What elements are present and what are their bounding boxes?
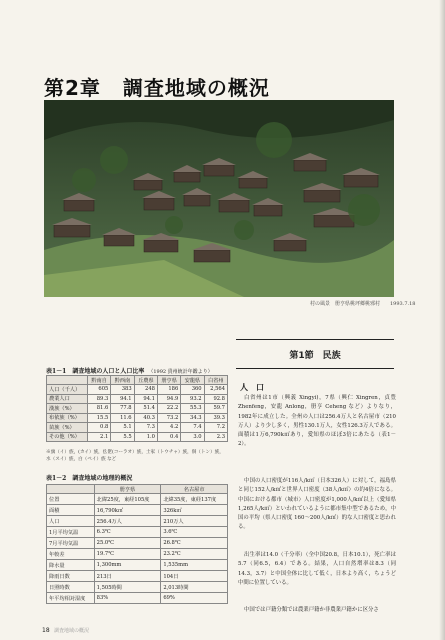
table-cell: 39.3 [204,413,227,423]
table-row [47,404,228,414]
chapter-number: 第2章 [44,76,101,100]
table-cell: 2.3 [204,432,227,442]
table-cell: 16,790k㎡ [94,505,161,516]
population-table [46,375,228,442]
table-cell: 1,535mm [161,560,228,571]
table-cell: 73.2 [157,413,180,423]
table-header-cell: 黔南自 [87,376,110,385]
table-cell: 7.2 [204,423,227,433]
table-cell: 0.4 [157,432,180,442]
table-cell: 2.1 [87,432,110,442]
table-cell: 2,564 [204,385,227,395]
row-label: 面積 [47,505,95,516]
table-cell: 89.3 [87,394,110,404]
table-cell: 81.6 [87,404,110,414]
page-number: 18 [42,627,50,634]
village-photo [44,100,394,297]
table-cell: 248 [134,385,157,395]
table-cell: 北緯25度，東経105度 [94,494,161,505]
row-label: 1月平均気温 [47,527,95,538]
table-cell: 210万人 [161,516,228,527]
table-row [47,385,228,395]
chapter-title: 調査地域の概況 [122,76,270,100]
table-header-cell [47,485,95,494]
table-cell: 0.8 [87,423,110,433]
table-cell: 55.3 [181,404,204,414]
table-cell: 383 [111,385,134,395]
row-label: 位置 [47,494,95,505]
table-cell: 7.3 [134,423,157,433]
table-cell: 11.6 [111,413,134,423]
table-cell: 605 [87,385,110,395]
table1-title-text: 表1－1 調査地域の人口と人口比率 [46,368,145,375]
table-row [47,582,228,593]
table-cell: 34.3 [181,413,204,423]
table-row [47,394,228,404]
table-cell: 93.2 [181,394,204,404]
table-cell: 7.4 [181,423,204,433]
table-cell: 5.5 [111,432,134,442]
row-label: 年較差 [47,549,95,560]
table-cell: 23.2℃ [161,549,228,560]
table-cell: 4.2 [157,423,180,433]
paragraph: 出生率は14.0（千分率）（全中国20.8，日本10.1），死亡率は5.7（同6.5，6.4）である。結果，人口自然増率は8.3（同14.3，3.7）と中国全体に比して低く，日本より高く，ちょうど中間に位置している。 [238,552,396,586]
table-cell: 83% [94,593,161,604]
page-edge-shadow [439,0,445,640]
table-cell: 1,505時間 [94,582,161,593]
row-label: 苗族（%） [47,423,88,433]
row-label: 農業人口 [47,394,88,404]
row-label: 年平均相対湿度 [47,593,95,604]
table-cell: 6.3℃ [94,527,161,538]
table-cell: 2,013時間 [161,582,228,593]
table-cell: 1.0 [134,432,157,442]
table-cell: 104日 [161,571,228,582]
table-row [47,413,228,423]
table-row [47,527,228,538]
table-header-cell [47,376,88,385]
table1-footnote: ※旗（イ）族，(カイ）族，仫佬(コーラオ）族，土家（トウチャ）族，侗（トン）族，水（スイ）族，白（ペイ）族 など [46,450,224,462]
table-cell: 213日 [94,571,161,582]
table-row [47,432,228,442]
running-head: 調査地域の概況 [54,628,90,634]
table-header-cell: 黔西南 [111,376,134,385]
table-header-cell: 安龍県 [181,376,204,385]
table-cell: 15.5 [87,413,110,423]
table-cell: 94.9 [157,394,180,404]
table-cell: 360 [181,385,204,395]
table-cell: 26.8℃ [161,538,228,549]
table-cell: 94.1 [111,394,134,404]
table-header-row [47,376,228,385]
table-cell: 40.3 [134,413,157,423]
table-cell: 22.2 [157,404,180,414]
table-header-cell: 丘農県 [134,376,157,385]
table-cell: 3.0 [181,432,204,442]
row-label: 降雨日数 [47,571,95,582]
row-label: 降水量 [47,560,95,571]
table-row [47,516,228,527]
table-header-row [47,485,228,494]
table2-title: 表1－2 調査地域の地理的概況 [46,475,133,482]
table-cell: 19.7℃ [94,549,161,560]
subheading-population: 人 口 [240,383,264,392]
paragraph: 白省州は1市（興義 Xingyi)，7県（興仁 Xingren，貞豊 Zhenfeng，安龍 Anlong，册亨 Ceheng など）よりなり，1982年に成立した。全州の人口は256.4万人と名古屋市（210万人）より少し多く，男性130.1万人，女性126.3万人である。面積は1万6,790k㎡あり，愛知県のほぼ3倍にあたる（表1－2）。 [238,395,396,448]
table-row [47,538,228,549]
row-label: 布依族（%） [47,413,88,423]
table-cell: 94.1 [134,394,157,404]
table-cell: 326k㎡ [161,505,228,516]
row-label: 人口（千人） [47,385,88,395]
table-header-cell: 名古屋市 [161,485,228,494]
paragraph: 中国の人口密度が116人/k㎡（日本326人）に対して，福島県と同じ152人/k㎡と世界人口密度（38人/k㎡）の約4倍になる。中国における都市（城市）人口密度が1,000人/k㎡以上（愛知県1,265人/k㎡）といわれているように都市集中型であるため，中国の平均（県人口密度 160～200人/k㎡）的な人口密度と思われる。 [238,478,396,531]
table-cell: 北緯35度，東経137度 [161,494,228,505]
table-cell: 5.1 [111,423,134,433]
geography-table [46,484,228,604]
table-cell: 59.7 [204,404,227,414]
row-label: 日照時数 [47,582,95,593]
table-row [47,560,228,571]
row-label: 漢族（%） [47,404,88,414]
table-row [47,593,228,604]
table-row [47,423,228,433]
table1-title [46,366,213,375]
table-row [47,505,228,516]
table-header-cell: 册亨県 [157,376,180,385]
table-cell: 92.8 [204,394,227,404]
paragraph: 中国では戸籍分類では農業戸籍か非農業戸籍かに区分さ [244,607,379,613]
table-row [47,549,228,560]
section-title: 第1節 民族 [289,351,341,361]
row-label: その他（%） [47,432,88,442]
section-heading-box [236,339,394,369]
table-cell: 51.4 [134,404,157,414]
table-cell: 186 [157,385,180,395]
photo-caption: 村の風景 册亨県桃坪郷桃邪村 1993.7.18 [310,301,416,307]
table-cell: 3.6℃ [161,527,228,538]
table-cell: 1,300mm [94,560,161,571]
table1-source-note: （1992 貴州統計年鑑より） [148,369,213,375]
row-label: 7月平均気温 [47,538,95,549]
table-cell: 69% [161,593,228,604]
row-label: 人口 [47,516,95,527]
table-cell: 77.8 [111,404,134,414]
table-row [47,494,228,505]
table-header-cell: 册亨県 [94,485,161,494]
table-row [47,571,228,582]
table-cell: 25.0℃ [94,538,161,549]
table-header-cell: 白省州 [204,376,227,385]
chapter-heading [44,72,270,101]
table-cell: 256.4万人 [94,516,161,527]
